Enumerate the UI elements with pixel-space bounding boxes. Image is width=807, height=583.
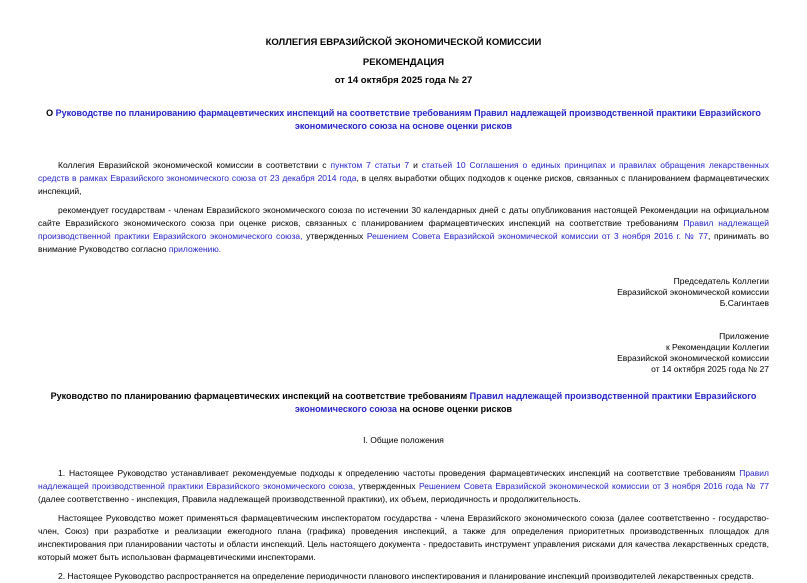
text-run: Руководство по планированию фармацевтических инспекций на соответствие требованиям <box>50 391 470 401</box>
appendix-reference-to: к Рекомендации Коллегии <box>665 342 769 352</box>
text-run: О <box>46 108 56 118</box>
document-link[interactable]: Решением Совета Евразийской экономической комиссии от 3 ноября 2016 г. № 77 <box>366 231 709 241</box>
org-name: КОЛЛЕГИЯ ЕВРАЗИЙСКОЙ ЭКОНОМИЧЕСКОЙ КОМИССИИ <box>265 37 542 48</box>
appendix-reference-date: от 14 октября 2025 года № 27 <box>651 364 769 374</box>
text-run: рекомендует государствам - членам Евразийского экономического союза по истечении 30 календарных дней с даты опубликования настоящей Рекомендации на официальном сайте Евразийского экономического союза при оценке рисков, связанных с планированием фармацевтических инспекций на соответствие требованиям <box>38 205 769 228</box>
appendix-reference-block <box>38 331 769 375</box>
signature-block <box>38 276 769 309</box>
body-paragraph-1 <box>38 467 769 506</box>
signature-organization: Евразийской экономической комиссии <box>617 287 769 297</box>
body-paragraph-3 <box>38 570 769 583</box>
document-link[interactable]: приложению. <box>168 244 222 254</box>
document-title <box>38 107 769 133</box>
body-paragraph-2 <box>38 512 769 564</box>
document-link[interactable]: Правил надлежащей производственной практики Евразийского экономического союза, <box>38 218 769 241</box>
text-run: , принимать во внимание Руководство согласно <box>38 231 769 254</box>
document-type: РЕКОМЕНДАЦИЯ <box>362 57 445 68</box>
appendix-title <box>38 390 769 416</box>
text-run: утвержденных <box>355 481 419 491</box>
text-run: на основе оценки рисков <box>396 404 513 414</box>
document-link[interactable]: статьей 10 Соглашения о единых принципах и правилах обращения лекарственных средств в рамках Евразийского экономического союза от 23 декабря 2014 года <box>38 160 769 183</box>
text-run: , в целях выработки общих подходов к оценке рисков, связанных с планированием фармацевтических инспекций, <box>38 173 769 196</box>
signature-position: Председатель Коллегии <box>673 276 769 286</box>
document-link[interactable]: Правил надлежащей производственной практики Евразийского экономического союза, <box>38 468 769 491</box>
preamble-paragraph-1 <box>38 159 769 198</box>
document-link[interactable]: Руководстве по планированию фармацевтических инспекций на соответствие требованиям Правил надлежащей производственной практики Евразийского экономического союза на основе оценки рисков <box>55 108 761 131</box>
section-heading: I. Общие положения <box>363 435 444 445</box>
appendix-reference-label: Приложение <box>719 331 769 341</box>
document-link[interactable]: пунктом 7 статьи 7 <box>330 160 410 170</box>
document-link[interactable]: Решением Совета Евразийской экономической комиссии от 3 ноября 2016 года № 77 <box>418 481 770 491</box>
document-link[interactable]: Правил надлежащей производственной практики Евразийского экономического союза <box>294 391 757 414</box>
appendix-reference-org: Евразийской экономической комиссии <box>617 353 769 363</box>
text-run: Настоящее Руководство может применяться фармацевтическим инспекторатом государства - члена Евразийского экономического союза (далее соответственно - государство-член, Союз) при разработке и реализации ежегодного плана (графика) проведения инспекций, а также для определения приоритетных производственных площадок для инспектирования при планировании частоты и области инспекций. Цель настоящего документа - предоставить инструмент управления рисками для качества лекарственных средств, который может быть использован фармацевтическими инспекторами. <box>38 513 769 562</box>
preamble-paragraph-2 <box>38 204 769 256</box>
text-run: (далее соответственно - инспекция, Правила надлежащей производственной практики), их объем, периодичность и продолжительность. <box>38 494 581 504</box>
signature-name: Б.Сагинтаев <box>719 298 769 308</box>
text-run: утвержденных <box>302 231 367 241</box>
text-run: Коллегия Евразийской экономической комиссии в соответствии с <box>58 160 331 170</box>
text-run: 2. Настоящее Руководство распространяется на определение периодичности планового инспектирования и планирование инспекций производителей лекарственных средств. <box>58 571 754 581</box>
text-run: и <box>409 160 422 170</box>
text-run: 1. Настоящее Руководство устанавливает рекомендуемые подходы к определению частоты проведения фармацевтических инспекций на соответствие требованиям <box>58 468 740 478</box>
document-date-number: от 14 октября 2025 года № 27 <box>334 75 473 86</box>
